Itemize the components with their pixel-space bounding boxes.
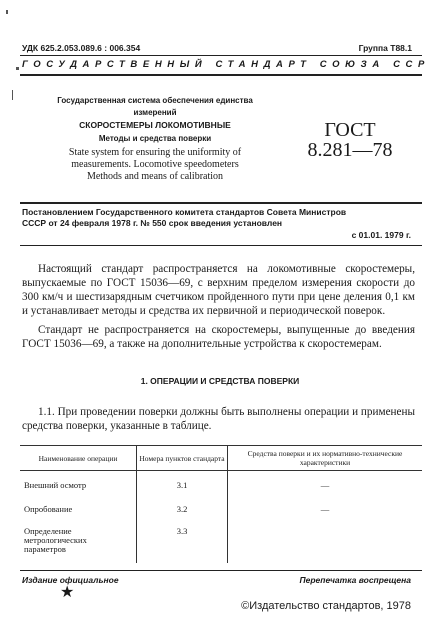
table-cell: 3.2 <box>137 505 228 527</box>
group-code: Группа Т88.1 <box>358 43 412 53</box>
title-english-line: State system for ensuring the uniformity of <box>68 147 242 158</box>
title-rule <box>20 202 422 204</box>
title-measurements: измерений <box>133 108 177 117</box>
table-header: Номера пунктов стандарта <box>137 446 228 471</box>
section-title: 1. ОПЕРАЦИИ И СРЕДСТВА ПОВЕРКИ <box>140 376 300 386</box>
table-cell: 3.3 <box>137 527 228 563</box>
table-header: Средства поверки и их нормативно-технические характеристики <box>228 446 423 471</box>
table-row <box>20 527 422 563</box>
gost-label: ГОСТ <box>324 119 376 141</box>
title-english-line: measurements. Locomotive speedometers <box>71 159 239 170</box>
title-english <box>40 147 270 183</box>
state-standard-banner: ГОСУДАРСТВЕННЫЙ СТАНДАРТ СОЮЗА ССР <box>22 59 430 70</box>
table-cell <box>228 527 423 563</box>
table-cell: — <box>320 504 330 514</box>
clause-1-1: 1.1. При проведении поверки должны быть выполнены операции и применены средства поверки, указанные в таблице. <box>22 406 415 432</box>
title-methods: Методы и средства поверки <box>98 134 212 143</box>
reprint-notice: Перепечатка воспрещена <box>299 575 411 585</box>
gost-designation: 8.281—78 <box>307 139 393 161</box>
title-name: СКОРОСТЕМЕРЫ ЛОКОМОТИВНЫЕ <box>79 120 231 130</box>
banner-rule <box>20 74 422 76</box>
scan-mark <box>12 90 13 100</box>
decree-rule <box>20 245 422 246</box>
table-cell: 3.1 <box>137 471 228 506</box>
scan-mark <box>16 67 19 70</box>
operations-table <box>20 445 422 563</box>
table-cell: Внешний осмотр <box>24 480 87 490</box>
title-block <box>40 95 270 183</box>
table-header-row <box>20 446 422 471</box>
header-rule <box>20 55 422 56</box>
decree-line: Постановлением Государственного комитета стандартов Совета Министров <box>22 207 347 217</box>
title-system: Государственная система обеспечения единства <box>57 96 253 105</box>
decree <box>22 207 418 229</box>
official-edition: Издание официальное <box>22 575 119 585</box>
star-icon: ★ <box>60 584 75 601</box>
udk-code: УДК 625.2.053.089.6 : 006.354 <box>22 43 141 53</box>
scan-mark <box>6 10 8 14</box>
table-row <box>20 471 422 506</box>
exclusion-paragraph: Стандарт не распространяется на скоростемеры, выпущенные до введения ГОСТ 15036—69, а также на дополнительные устройства к скоростемерам. <box>22 324 415 350</box>
table-header: Наименование операции <box>20 446 137 471</box>
table-cell: Определение метрологических параметров <box>24 526 87 554</box>
scope-paragraph: Настоящий стандарт распространяется на локомотивные скоростемеры, выпускаемые по ГОСТ 15036—69, с верхним пределом измерения скорости до 300 км/ч и шестизарядным счетчиком пройденного пути при цене деления 0,1 км и устанавливает методы и средства их первичной и периодической поверок. <box>22 263 415 317</box>
table-cell: Опробование <box>24 504 73 514</box>
table-cell: — <box>320 480 330 490</box>
table-row <box>20 505 422 527</box>
publisher: ©Издательство стандартов, 1978 <box>241 600 411 612</box>
title-english-line: Methods and means of calibration <box>86 171 224 182</box>
effective-date: с 01.01. 1979 г. <box>351 230 411 240</box>
footer-rule <box>20 570 422 571</box>
decree-line: СССР от 24 февраля 1978 г. № 550 срок введения установлен <box>22 218 283 228</box>
gost-number <box>295 120 405 160</box>
